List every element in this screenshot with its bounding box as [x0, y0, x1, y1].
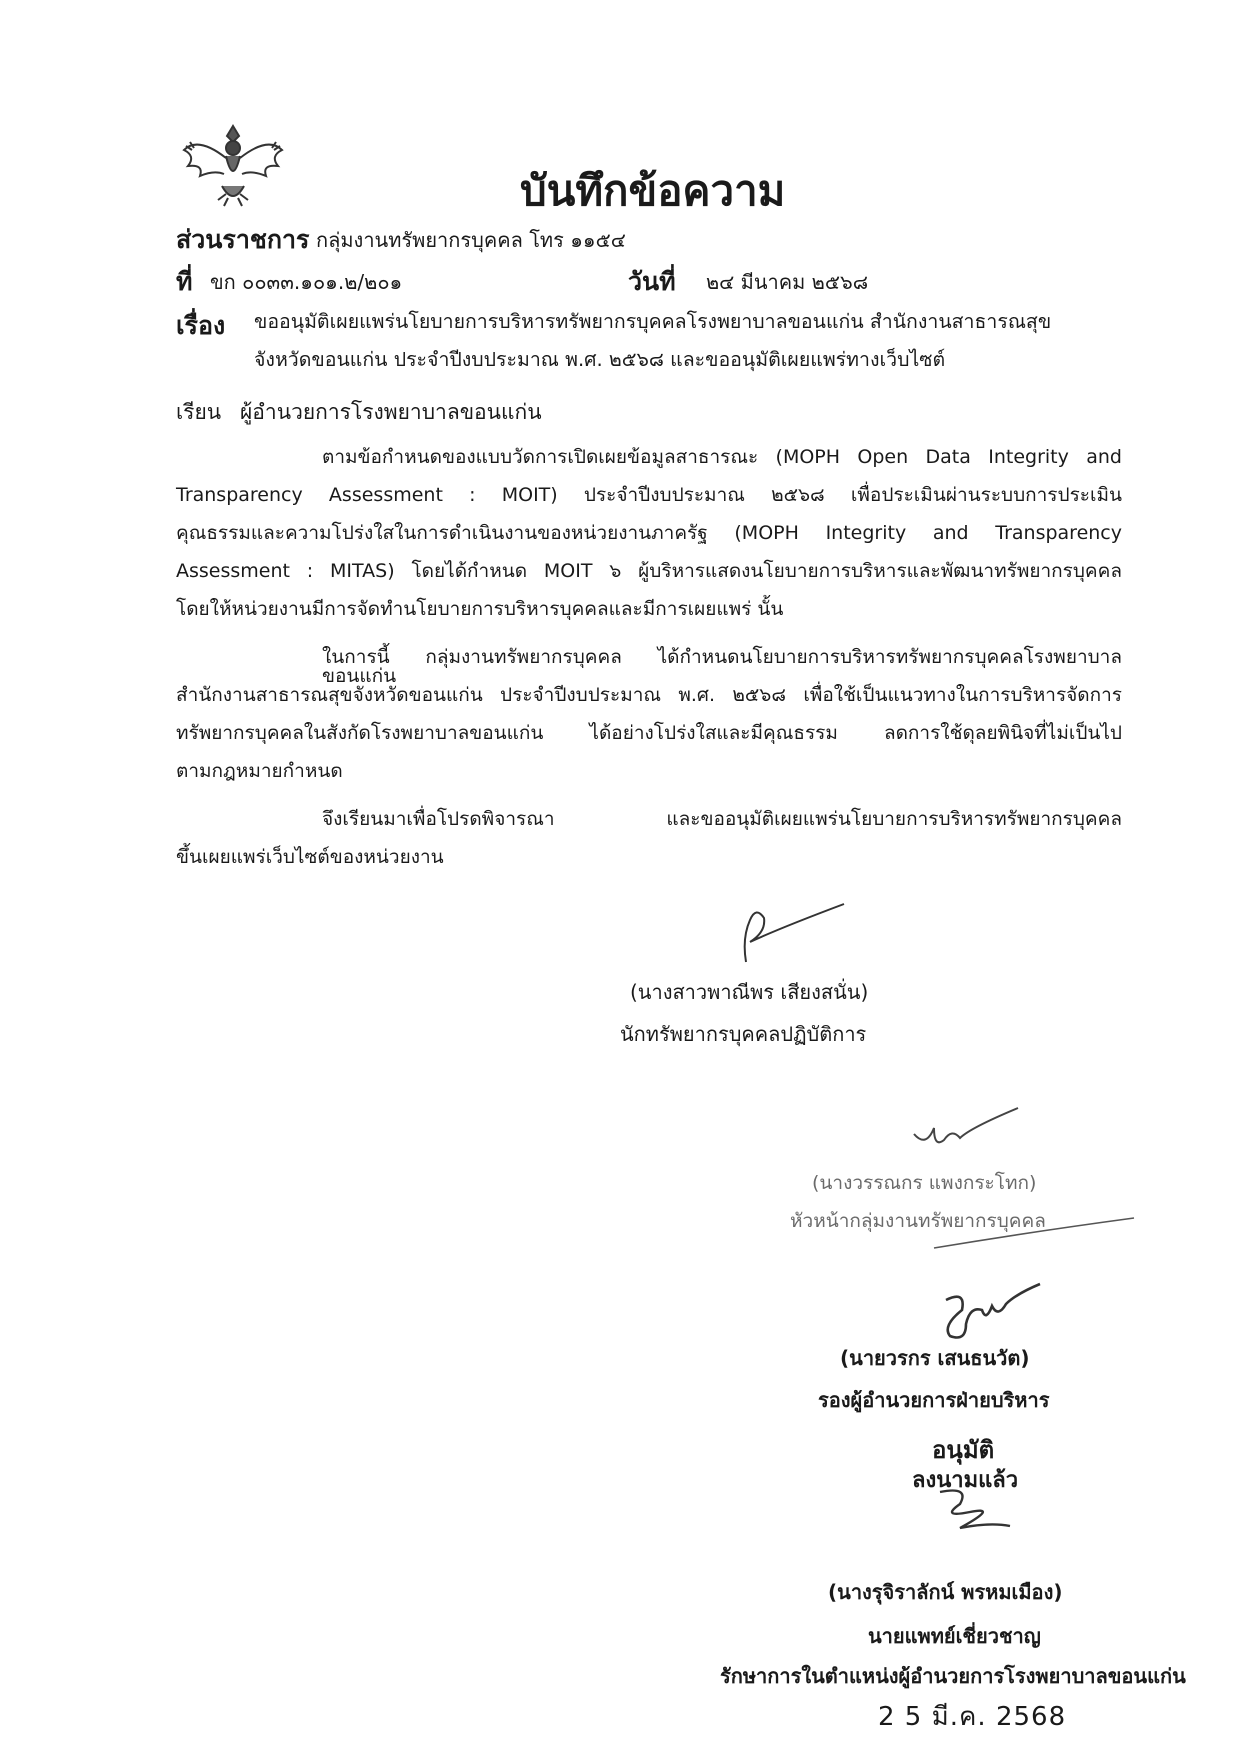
salutation-value: ผู้อำนวยการโรงพยาบาลขอนแก่น: [240, 400, 542, 424]
paragraph-2-line: สำนักงานสาธารณสุขจังหวัดขอนแก่น ประจำปีงบประมาณ พ.ศ. ๒๕๖๘ เพื่อใช้เป็นแนวทางในการบริหารจัดการ: [176, 684, 1122, 706]
signature-1-position: นักทรัพยากรบุคคลปฏิบัติการ: [620, 1022, 867, 1046]
paragraph-2-line: ทรัพยากรบุคคลในสังกัดโรงพยาบาลขอนแก่น ได้อย่างโปร่งใสและมีคุณธรรม ลดการใช้ดุลยพินิจที่ไม่เป็นไป: [176, 722, 1122, 744]
signature-4-position-1: นายแพทย์เชี่ยวชาญ: [868, 1624, 1041, 1648]
signature-2-scribble: [908, 1098, 1028, 1158]
paragraph-1-line: คุณธรรมและความโปร่งใสในการดำเนินงานของหน่วยงานภาครัฐ (MOPH Integrity and Transparency: [176, 522, 1122, 544]
memo-title: บันทึกข้อความ: [520, 166, 786, 215]
signature-4-scribble: [930, 1482, 1020, 1542]
date-label: วันที่: [628, 267, 676, 296]
signature-4-name: (นางรุจิราลักน์ พรหมเมือง): [828, 1580, 1063, 1604]
signature-4-position-2: รักษาการในตำแหน่งผู้อำนวยการโรงพยาบาลขอนแก่น: [720, 1664, 1186, 1688]
reference-number: ขก ๐๐๓๓.๑๐๑.๒/๒๐๑: [210, 270, 403, 294]
signature-3-scribble: [926, 1270, 1046, 1350]
paragraph-1-line: ตามข้อกำหนดของแบบวัดการเปิดเผยข้อมูลสาธารณะ (MOPH Open Data Integrity and: [322, 446, 1122, 468]
signature-2-name: (นางวรรณกร แพงกระโทก): [812, 1172, 1037, 1194]
signature-1-name: (นางสาวพาณีพร เสียงสนั่น): [630, 980, 869, 1004]
signature-3-position: รองผู้อำนวยการฝ่ายบริหาร: [818, 1388, 1050, 1412]
agency-value: กลุ่มงานทรัพยากรบุคคล โทร ๑๑๕๔: [316, 228, 626, 252]
garuda-emblem-icon: [178, 116, 288, 212]
signature-3-name: (นายวรกร เสนธนวัต): [840, 1346, 1030, 1370]
agency-label: ส่วนราชการ: [176, 225, 310, 254]
stamp-signed: ลงนามแล้ว: [912, 1468, 1019, 1493]
approval-date: 2 5 มี.ค. 2568: [878, 1702, 1067, 1732]
paragraph-2-line: ตามกฎหมายกำหนด: [176, 760, 343, 782]
signature-2-position: หัวหน้ากลุ่มงานทรัพยากรบุคคล: [790, 1210, 1046, 1232]
paragraph-2-line: ในการนี้ กลุ่มงานทรัพยากรบุคคล ได้กำหนดนโยบายการบริหารทรัพยากรบุคคลโรงพยาบาลขอนแก่น: [322, 646, 1122, 687]
subject-line-1: ขออนุมัติเผยแพร่นโยบายการบริหารทรัพยากรบุคคลโรงพยาบาลขอนแก่น สำนักงานสาธารณสุข: [254, 310, 1052, 333]
paragraph-1-line: Assessment : MITAS) โดยได้กำหนด MOIT ๖ ผู้บริหารแสดงนโยบายการบริหารและพัฒนาทรัพยากรบุคคล: [176, 560, 1122, 582]
stamp-approved: อนุมัติ: [932, 1436, 995, 1464]
paragraph-1-line: โดยให้หน่วยงานมีการจัดทำนโยบายการบริหารบุคคลและมีการเผยแพร่ นั้น: [176, 598, 784, 620]
subject-line-2: จังหวัดขอนแก่น ประจำปีงบประมาณ พ.ศ. ๒๕๖๘ และขออนุมัติเผยแพร่ทางเว็บไซต์: [254, 348, 946, 371]
paragraph-3-line: จึงเรียนมาเพื่อโปรดพิจารณา และขออนุมัติเผยแพร่นโยบายการบริหารทรัพยากรบุคคล: [322, 808, 1122, 830]
subject-label: เรื่อง: [176, 311, 226, 340]
reference-label: ที่: [176, 267, 193, 296]
date-value: ๒๔ มีนาคม ๒๕๖๘: [706, 270, 869, 294]
signature-1-scribble: [720, 898, 850, 968]
paragraph-3-line: ขึ้นเผยแพร่เว็บไซต์ของหน่วยงาน: [176, 846, 444, 868]
paragraph-1-line: Transparency Assessment : MOIT) ประจำปีงบประมาณ ๒๕๖๘ เพื่อประเมินผ่านระบบการประเมิน: [176, 484, 1122, 506]
salutation-label: เรียน: [176, 400, 222, 424]
approval-stroke: [930, 1214, 1140, 1254]
